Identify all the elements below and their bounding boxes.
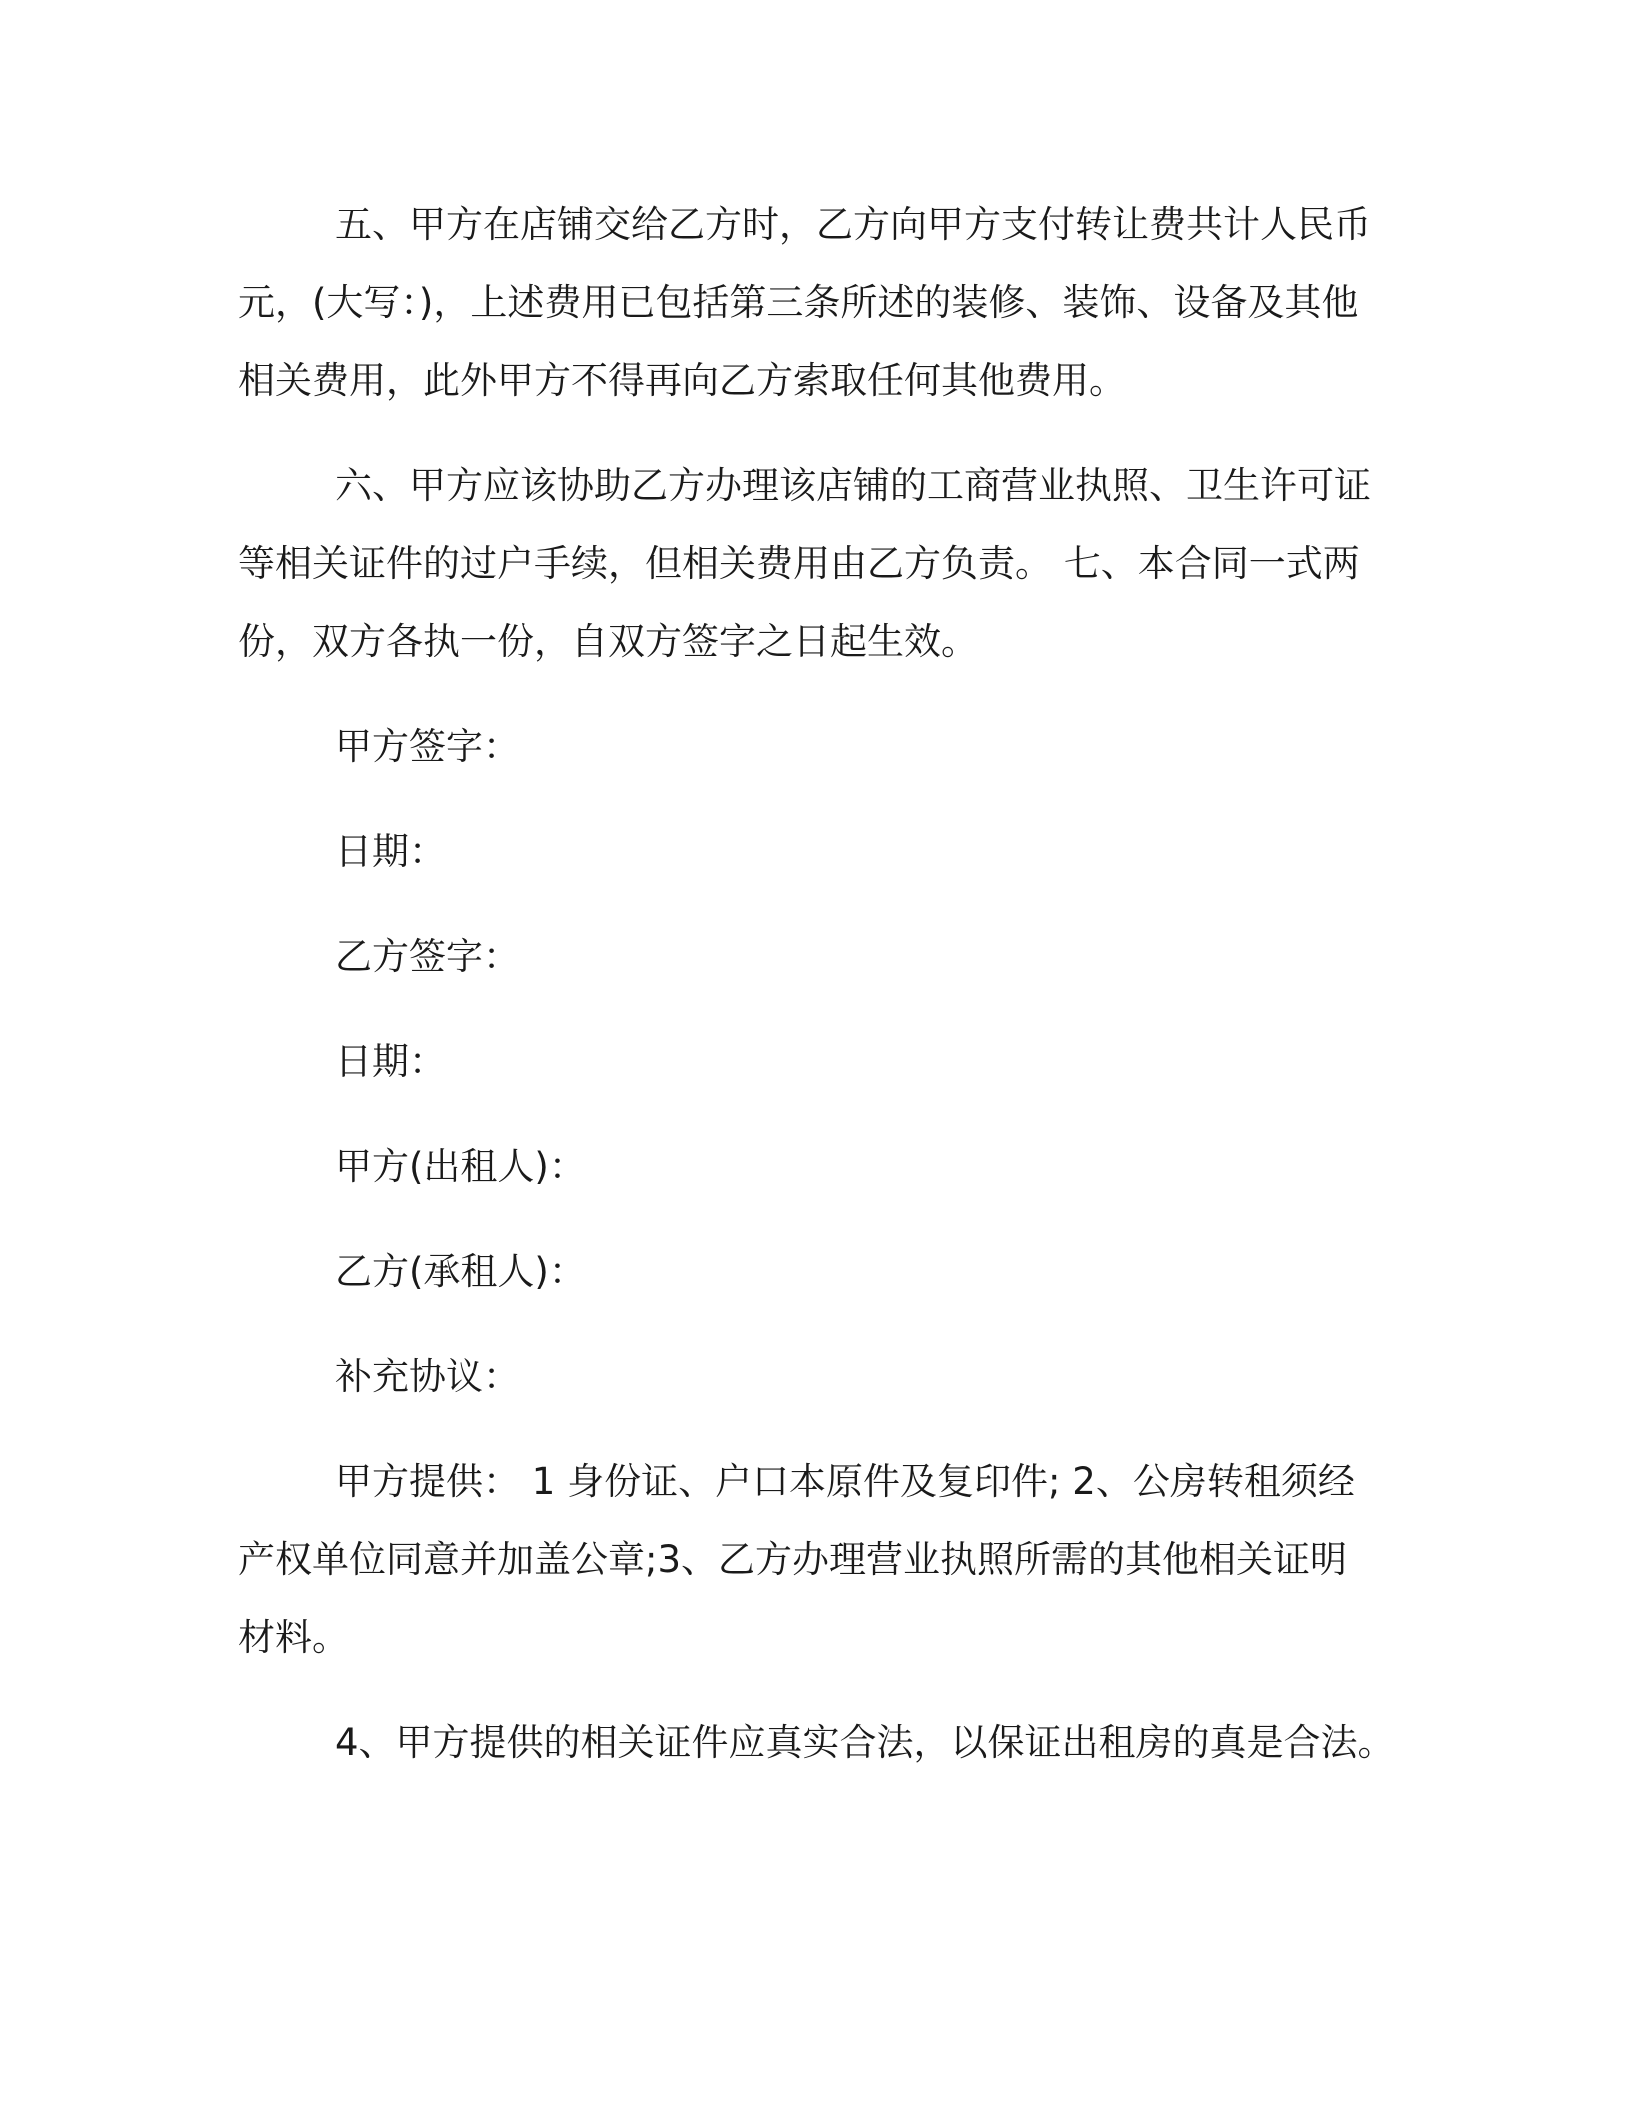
date-label-2: 日期： (335, 1040, 446, 1083)
party-a-signature-label: 甲方签字： (335, 725, 520, 768)
party-b-signature-label: 乙方签字： (335, 935, 520, 978)
supplement-items: 甲方提供： 1 身份证、户口本原件及复印件; 2、公房转租须经产权单位同意并加盖公章;3、乙方办理营业执照所需的其他相关证明材料。 (238, 1460, 1355, 1659)
supplement-title: 补充协议： (335, 1355, 520, 1398)
party-b-lessee-label: 乙方(承租人)： (335, 1250, 586, 1293)
date-label-1: 日期： (335, 830, 446, 873)
clause-five: 五、甲方在店铺交给乙方时，乙方向甲方支付转让费共计人民币元，(大写：)，上述费用已包括第三条所述的装修、装饰、设备及其他相关费用，此外甲方不得再向乙方索取任何其他费用。 (238, 203, 1371, 402)
clause-six-seven: 六、甲方应该协助乙方办理该店铺的工商营业执照、卫生许可证等相关证件的过户手续，但相关费用由乙方负责。 七、本合同一式两份，双方各执一份，自双方签字之日起生效。 (238, 464, 1371, 663)
supplement-item-four: 4、甲方提供的相关证件应真实合法，以保证出租房的真是合法。 (335, 1721, 1395, 1764)
document-body (238, 186, 1395, 1782)
party-a-lessor-label: 甲方(出租人)： (335, 1145, 586, 1188)
